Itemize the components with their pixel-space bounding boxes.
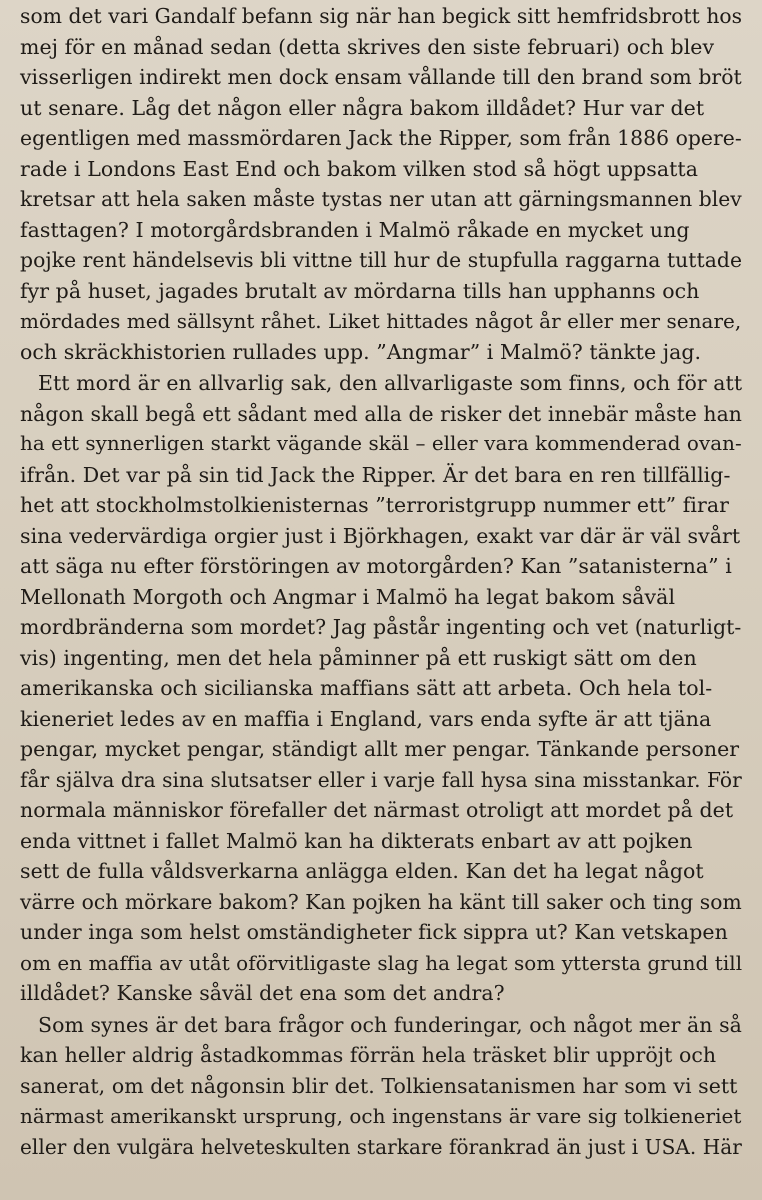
text-line: att säga nu efter förstöringen av motorgården? Kan ”satanisterna” i xyxy=(20,554,732,578)
page-text xyxy=(20,0,742,1162)
text-line: kretsar att hela saken måste tystas ner utan att gärningsmannen blev xyxy=(20,187,742,211)
text-line: fyr på huset, jagades brutalt av mördarna tills han upphanns och xyxy=(20,278,700,303)
text-line: mördades med sällsynt råhet. Liket hittades något år eller mer senare, xyxy=(20,309,742,333)
text-line: närmast amerikanskt ursprung, och ingenstans är vare sig tolkieneriet xyxy=(20,1104,742,1128)
text-line: sanerat, om det någonsin blir det. Tolkiensatanismen har som vi sett xyxy=(20,1073,738,1098)
text-line: ut senare. Låg det någon eller några bakom illdådet? Hur var det xyxy=(20,95,705,120)
text-line: mordbränderna som mordet? Jag påstår ingenting och vet (naturligt- xyxy=(20,615,742,639)
text-line: kan heller aldrig åstadkommas förrän hela träsket blir uppröjt och xyxy=(20,1043,717,1067)
text-line: pengar, mycket pengar, ständigt allt mer pengar. Tänkande personer xyxy=(20,737,740,761)
text-line: vis) ingenting, men det hela påminner på ett ruskigt sätt om den xyxy=(20,645,697,670)
text-line: fasttagen? I motorgårdsbranden i Malmö råkade en mycket ung xyxy=(20,217,690,242)
paragraph-2 xyxy=(20,368,742,1009)
text-line: enda vittnet i fallet Malmö kan ha dikterats enbart av att pojken xyxy=(20,828,693,853)
text-line: egentligen med massmördaren Jack the Ripper, som från 1886 opere- xyxy=(20,126,742,150)
text-line: under inga som helst omständigheter fick sippra ut? Kan vetskapen xyxy=(20,920,728,944)
paragraph-1 xyxy=(20,1,742,367)
text-line: mej för en månad sedan (detta skrives den siste februari) och blev xyxy=(20,34,715,59)
text-line: visserligen indirekt men dock ensam vållande till den brand som bröt xyxy=(20,65,742,89)
text-line: sina vedervärdiga orgier just i Björkhagen, exakt var där är väl svårt xyxy=(20,523,741,548)
text-line: Som synes är det bara frågor och funderingar, och något mer än så xyxy=(38,1012,742,1037)
text-line: Ett mord är en allvarlig sak, den allvarligaste som finns, och för att xyxy=(38,371,743,395)
text-line: sett de fulla våldsverkarna anlägga elden. Kan det ha legat något xyxy=(20,859,704,883)
text-line: pojke rent händelsevis bli vittne till hur de stupfulla raggarna tuttade xyxy=(20,248,743,272)
text-line: ifrån. Det var på sin tid Jack the Ripper. Är det bara en ren tillfällig- xyxy=(20,462,731,487)
text-line: får själva dra sina slutsatser eller i varje fall hysa sina misstankar. För xyxy=(20,767,742,792)
text-line: illdådet? Kanske såväl det ena som det andra? xyxy=(20,981,505,1005)
text-line: och skräckhistorien rullades upp. ”Angmar” i Malmö? tänkte jag. xyxy=(20,339,702,364)
text-line: ha ett synnerligen starkt vägande skäl – eller vara kommenderad ovan- xyxy=(20,432,742,455)
text-line: amerikanska och sicilianska maffians sätt att arbeta. Och hela tol- xyxy=(20,676,713,700)
text-line: het att stockholmstolkienisternas ”terroristgrupp nummer ett” firar xyxy=(20,493,729,517)
text-line: värre och mörkare bakom? Kan pojken ha känt till saker och ting som xyxy=(20,889,742,914)
text-line: Mellonath Morgoth och Angmar i Malmö ha legat bakom såväl xyxy=(20,584,676,609)
text-line: någon skall begå ett sådant med alla de risker det innebär måste han xyxy=(20,401,742,426)
text-line: eller den vulgära helveteskulten starkare förankrad än just i USA. Här xyxy=(20,1134,742,1159)
text-line: som det vari Gandalf befann sig när han begick sitt hemfridsbrott hos xyxy=(20,4,743,28)
text-line: rade i Londons East End och bakom vilken stod så högt uppsatta xyxy=(20,156,698,181)
text-line: om en maffia av utåt oförvitligaste slag ha legat som yttersta grund till xyxy=(20,950,743,975)
paragraph-3 xyxy=(20,1010,742,1163)
text-line: normala människor förefaller det närmast otroligt att mordet på det xyxy=(20,798,734,822)
text-line: kieneriet ledes av en maffia i England, vars enda syfte är att tjäna xyxy=(20,706,712,731)
